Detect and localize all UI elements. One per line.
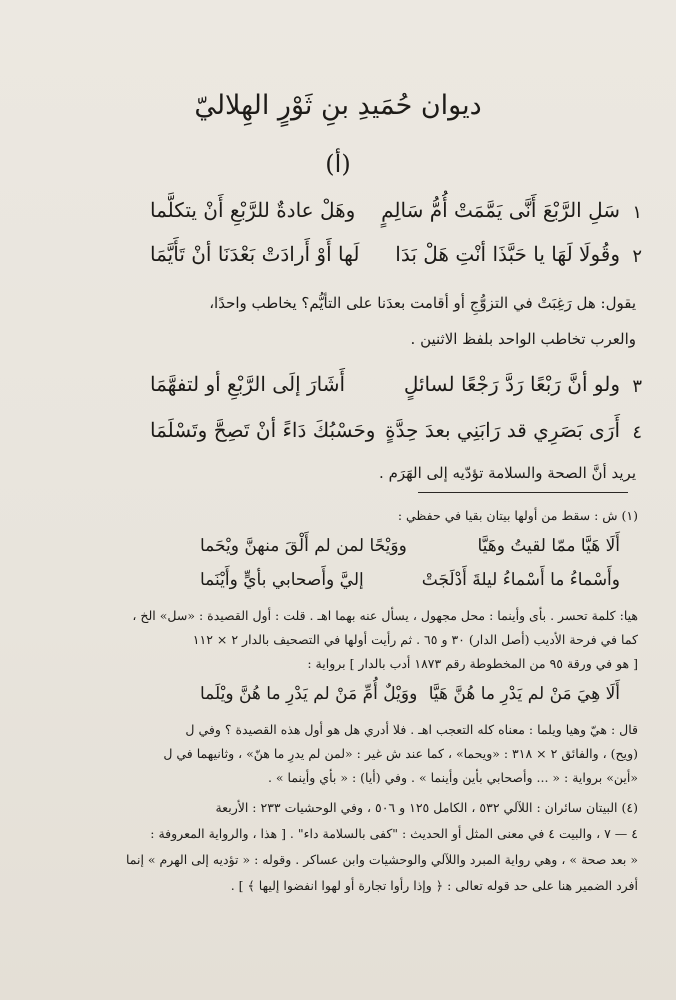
verse-second-hemistich: إليَّ وأَصحابي بأيٍّ وأَيْنَما [200, 570, 364, 590]
footnote-line: أفرد الضمير هنا على حد قوله تعالى : ﴿ وإذا رأوا تجارة أو لهوا انفضوا إليها ﴾ ] . [230, 878, 638, 893]
footnote-line: قال : هيّ وهيا ويلما : معناه كله التعجب اهـ . فلا أدري هل هو أول هذه القصيدة ؟ وفي ل [185, 722, 638, 737]
verse-4 [150, 418, 642, 458]
footnote-line: (١) ش : سقط من أولها بيتان بقيا في حفظي : [397, 508, 638, 523]
verse-first-hemistich: سَلِ الرَّبْعَ أَنَّى يَمَّمَتْ أُمُّ سَالِمٍ [381, 198, 620, 222]
footnote-line: كما في فرحة الأديب (أصل الدار) ٣٠ و ٦٥ . ثم رأيت أولها في التصحيف بالدار ٢ × ١١٢ [192, 632, 638, 647]
page-title: ديوان حُمَيدِ بنِ ثَوْرٍ الهِلاليّ [194, 90, 482, 121]
commentary-line: يقول: هل رَغِبَتْ في التزوُّجِ أو أقامت بعدَنا على التأيُّم؟ يخاطب واحدًا، [209, 294, 636, 312]
verse-first-hemistich: أَلَا هَيَّا ممّا لقيتُ وهَيَّا [477, 536, 620, 556]
verse-first-hemistich: وقُولَا لَهَا يا حَبَّذَا أنْتِ هَلْ بَدَا [395, 242, 620, 266]
verse-first-hemistich: وأَسْماءُ ما أَسْماءُ ليلةَ أَدْلَجَتْ [421, 570, 620, 590]
footnote-line: «أين» برواية : « ... وأصحابي بأين وأينما » . وفي (أيا) : « بأي وأينما » . [267, 770, 638, 785]
section-marker: (أ) [325, 150, 351, 178]
footnote-line: هيا: كلمة تحسر . بأى وأينما : محل مجهول ، يسأل عنه بهما اهـ . قلت : أول القصيدة : «سل» الخ ، [132, 608, 638, 623]
footnote-divider [418, 492, 628, 493]
footnote-line: (٤) البيتان سائران : اللآلي ٥٣٢ ، الكامل ١٢٥ و ٥٠٦ ، وفي الوحشيات ٢٣٣ : الأربعة [215, 800, 638, 815]
footnote-line: [ هو في ورقة ٩٥ من المخطوطة رقم ١٨٧٣ أدب بالدار ] برواية : [307, 656, 638, 671]
verse-second-hemistich: ووَيْلٌ أُمِّ مَنْ لم يَدْرِ ما هُنَّ ويْلَما [200, 684, 418, 704]
verse-number: ٤ [632, 422, 642, 443]
footnote-line: ٤ — ٧ ، والبيت ٤ في معنى المثل أو الحديث : "كفى بالسلامة داء" . [ هذا ، والرواية المعروفة : [150, 826, 638, 841]
verse-first-hemistich: ولو أنَّ رَبْعًا رَدَّ رَجْعًا لسائلٍ [403, 372, 620, 396]
footnote-line: (ويح) ، والفائق ٢ × ٣١٨ : «ويحما» ، كما عند ش غير : «لمن لم يدرِ ما هنّ» ، وثانيهما في ل [163, 746, 638, 761]
verse-first-hemistich: أَرَى بَصَرِي قد رَابَنِي بعدَ حِدَّةٍ [385, 418, 620, 442]
verse-number: ١ [632, 202, 642, 223]
verse-first-hemistich: أَلَا هِيَ مَنْ لم يَدْرِ ما هُنَّ هَيَّا [428, 684, 620, 704]
verse-second-hemistich: وهَلْ عادةٌ للرَّبْعِ أَنْ يتكلَّما [150, 198, 356, 222]
footnote-line: « بعد صحة » ، وهي رواية المبرد واللآلي والوحشيات وابن عساكر . وقوله : « تؤديه إلى الهرم » إنما [125, 852, 638, 867]
commentary-line: والعرب تخاطب الواحد بلفظ الاثنين . [410, 330, 636, 348]
commentary-line: يريد أنَّ الصحة والسلامة تؤدّيه إلى الهَرَم . [379, 464, 636, 482]
verse-second-hemistich: لَها أَوْ أَرادَتْ بَعْدَنَا أنْ تَأَيَّمَا [150, 242, 360, 266]
verse-1 [150, 198, 642, 238]
verse-number: ٣ [632, 376, 642, 397]
verse-2 [150, 242, 642, 282]
verse-second-hemistich: ووَيْحًا لمن لم أَلْقَ منهنَّ ويْحَما [200, 536, 407, 556]
verse-second-hemistich: وحَسْبُكَ دَاءً أنْ تَصِحَّ وتَسْلَمَا [150, 418, 376, 442]
verse-3 [150, 372, 642, 412]
verse-second-hemistich: أَشَارَ إلَى الرَّبْعِ أو لتفهَّمَا [150, 372, 346, 396]
verse-number: ٢ [632, 246, 642, 267]
